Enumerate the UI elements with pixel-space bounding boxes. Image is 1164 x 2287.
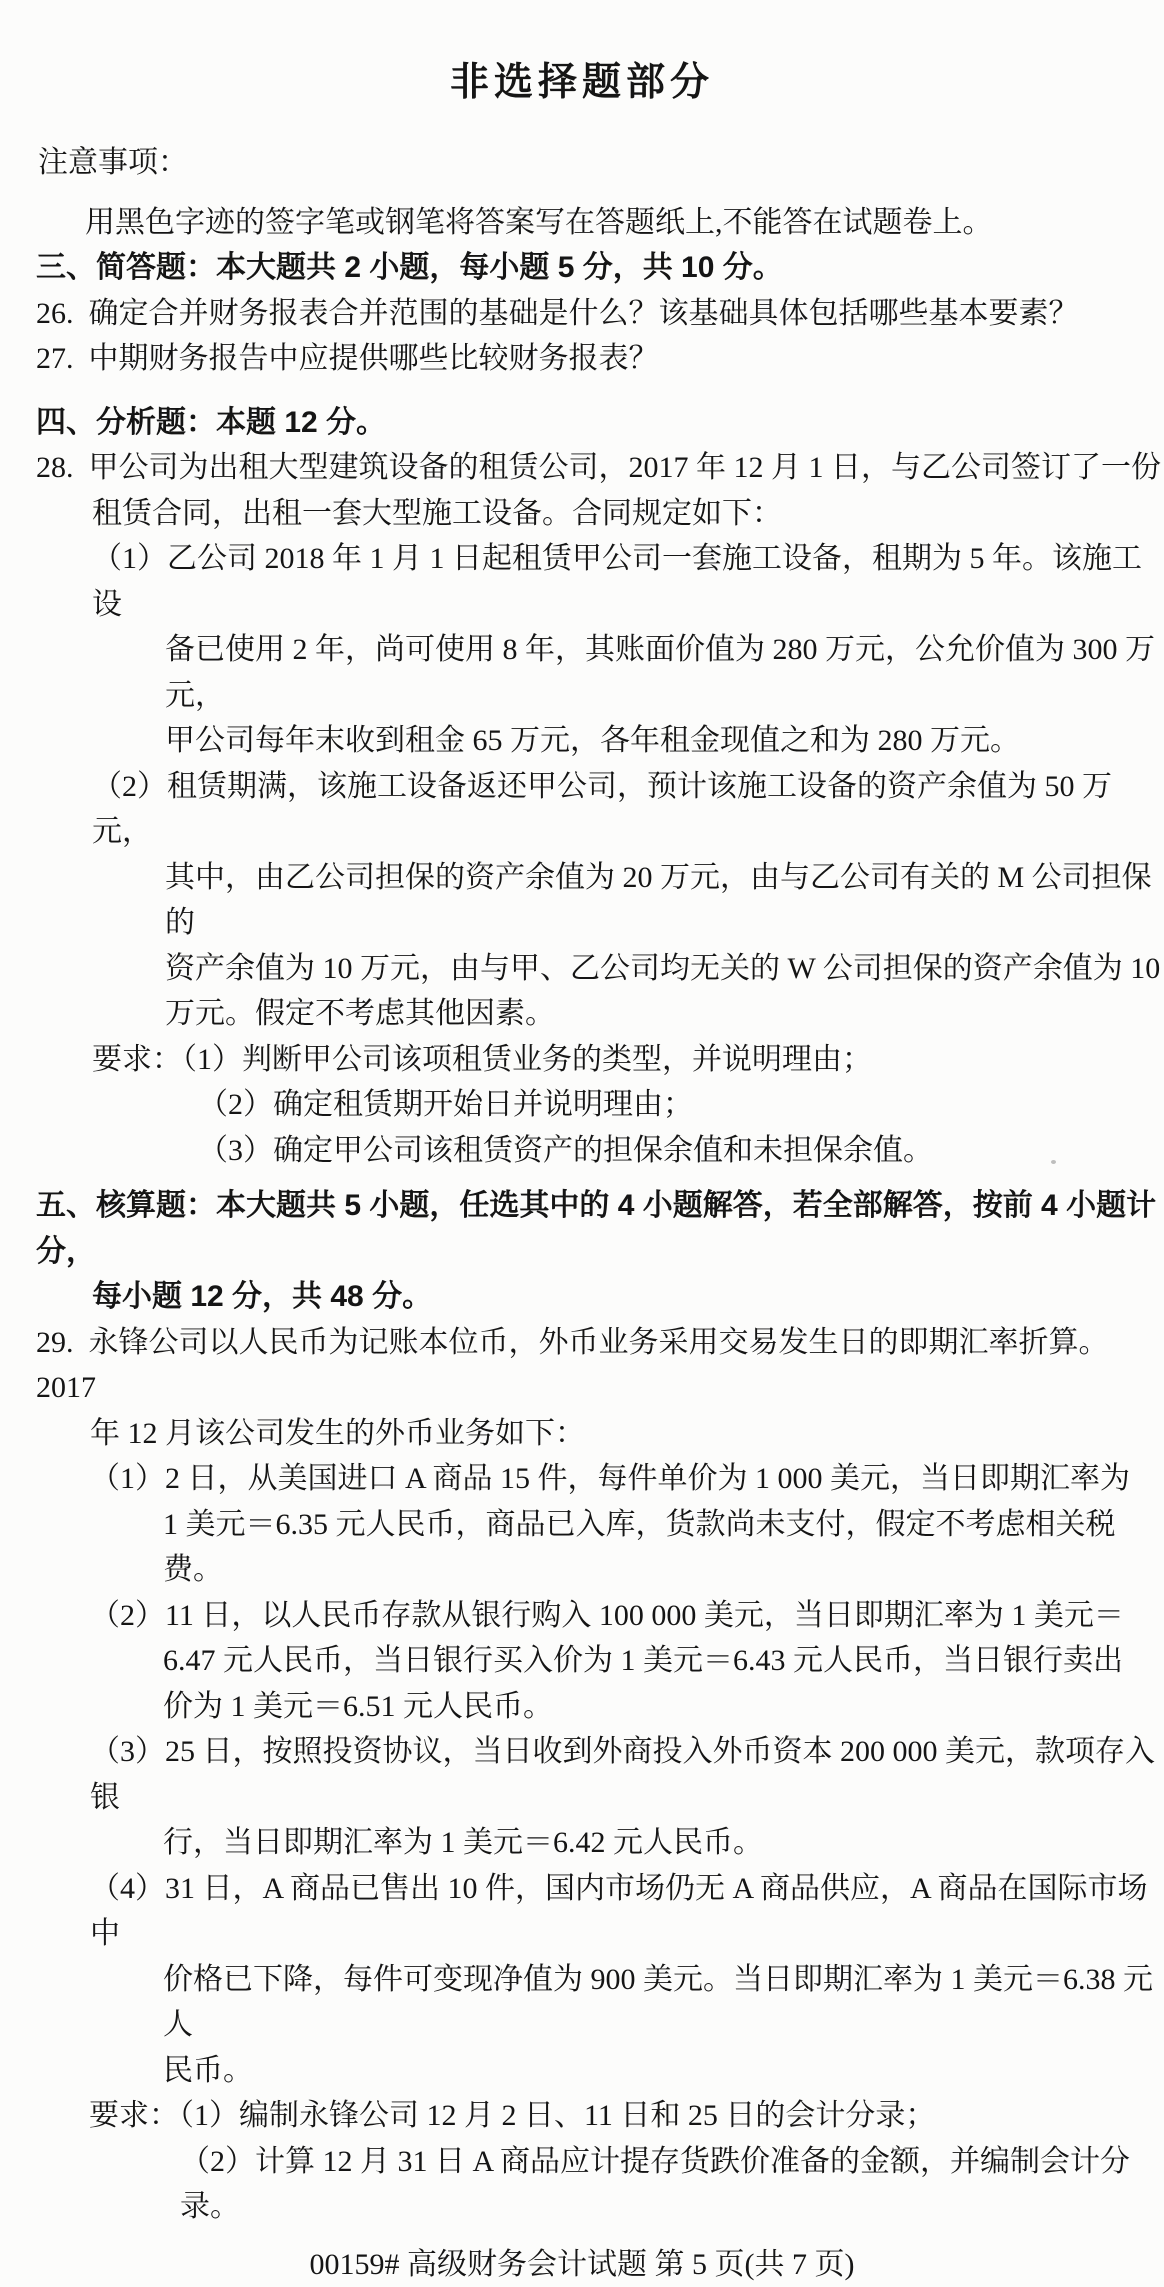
q28-intro-line1: 28. 甲公司为出租大型建筑设备的租赁公司，2017 年 12 月 1 日，与乙公司签订了一份 — [36, 445, 1164, 491]
q29-requirements-line2: （2）计算 12 月 31 日 A 商品应计提存货跌价准备的金额，并编制会计分录。 — [180, 2139, 1164, 2230]
q29-item2-line2: 6.47 元人民币，当日银行买入价为 1 美元＝6.43 元人民币，当日银行卖出 — [163, 1638, 1164, 1684]
q28-item1-line3: 甲公司每年末收到租金 65 万元，各年租金现值之和为 280 万元。 — [165, 718, 1164, 764]
q29-intro-line1: 29. 永锋公司以人民币为记账本位币，外币业务采用交易发生日的即期汇率折算。2017 — [36, 1320, 1164, 1411]
notice-text: 用黑色字迹的签字笔或钢笔将答案写在答题纸上,不能答在试题卷上。 — [85, 200, 1164, 246]
q29-item1-line2: 1 美元＝6.35 元人民币，商品已入库，货款尚未支付，假定不考虑相关税费。 — [163, 1502, 1164, 1593]
q29-requirements-line1: 要求：（1）编制永锋公司 12 月 2 日、11 日和 25 日的会计分录； — [89, 2093, 1164, 2139]
notice-label: 注意事项： — [38, 140, 1164, 186]
scan-speck — [1051, 1160, 1056, 1164]
q28-item2-line4: 万元。假定不考虑其他因素。 — [165, 991, 1164, 1037]
section3-heading: 三、简答题：本大题共 2 小题，每小题 5 分，共 10 分。 — [36, 245, 1164, 291]
q28-item2-line2: 其中，由乙公司担保的资产余值为 20 万元，由与乙公司有关的 M 公司担保的 — [165, 855, 1164, 946]
q29-item2-line3: 价为 1 美元＝6.51 元人民币。 — [163, 1684, 1164, 1730]
q28-requirements-line2: （2）确定租赁期开始日并说明理由； — [198, 1082, 1164, 1128]
q28-requirements-line1: 要求：（1）判断甲公司该项租赁业务的类型，并说明理由； — [92, 1037, 1164, 1083]
section5-heading-line2: 每小题 12 分，共 48 分。 — [92, 1274, 1164, 1320]
section5-heading-line1: 五、核算题：本大题共 5 小题，任选其中的 4 小题解答，若全部解答，按前 4 小题计分， — [36, 1183, 1164, 1274]
q28-intro-line2: 租赁合同，出租一套大型施工设备。合同规定如下： — [92, 491, 1164, 537]
q28-requirements-line3: （3）确定甲公司该租赁资产的担保余值和未担保余值。 — [198, 1128, 1164, 1174]
q29-item4-line2: 价格已下降，每件可变现净值为 900 美元。当日即期汇率为 1 美元＝6.38 元人 — [163, 1957, 1164, 2048]
q29-item3-line2: 行，当日即期汇率为 1 美元＝6.42 元人民币。 — [163, 1820, 1164, 1866]
section4-heading: 四、分析题：本题 12 分。 — [36, 400, 1164, 446]
question-27: 27. 中期财务报告中应提供哪些比较财务报表？ — [36, 336, 1164, 382]
q28-item1-line1: （1）乙公司 2018 年 1 月 1 日起租赁甲公司一套施工设备，租期为 5 年。该施工设 — [92, 536, 1164, 627]
q29-item4-line3: 民币。 — [163, 2048, 1164, 2094]
page-footer: 00159# 高级财务会计试题 第 5 页(共 7 页) — [0, 2242, 1164, 2287]
q28-item2-line3: 资产余值为 10 万元，由与甲、乙公司均无关的 W 公司担保的资产余值为 10 — [165, 946, 1164, 992]
q28-item1-line2: 备已使用 2 年，尚可使用 8 年，其账面价值为 280 万元，公允价值为 300 万元， — [165, 627, 1164, 718]
q29-item1-line1: （1）2 日，从美国进口 A 商品 15 件，每件单价为 1 000 美元，当日即期汇率为 — [90, 1456, 1164, 1502]
q29-item2-line1: （2）11 日，以人民币存款从银行购入 100 000 美元，当日即期汇率为 1 美元＝ — [90, 1593, 1164, 1639]
question-26: 26. 确定合并财务报表合并范围的基础是什么？该基础具体包括哪些基本要素？ — [36, 291, 1164, 337]
q29-intro-line2: 年 12 月该公司发生的外币业务如下： — [90, 1411, 1164, 1457]
q29-item4-line1: （4）31 日，A 商品已售出 10 件，国内市场仍无 A 商品供应，A 商品在国际市场中 — [90, 1866, 1164, 1957]
q28-item2-line1: （2）租赁期满，该施工设备返还甲公司，预计该施工设备的资产余值为 50 万元， — [92, 764, 1164, 855]
q29-item3-line1: （3）25 日，按照投资协议，当日收到外商投入外币资本 200 000 美元，款项存入银 — [90, 1729, 1164, 1820]
page-title: 非选择题部分 — [0, 57, 1164, 109]
